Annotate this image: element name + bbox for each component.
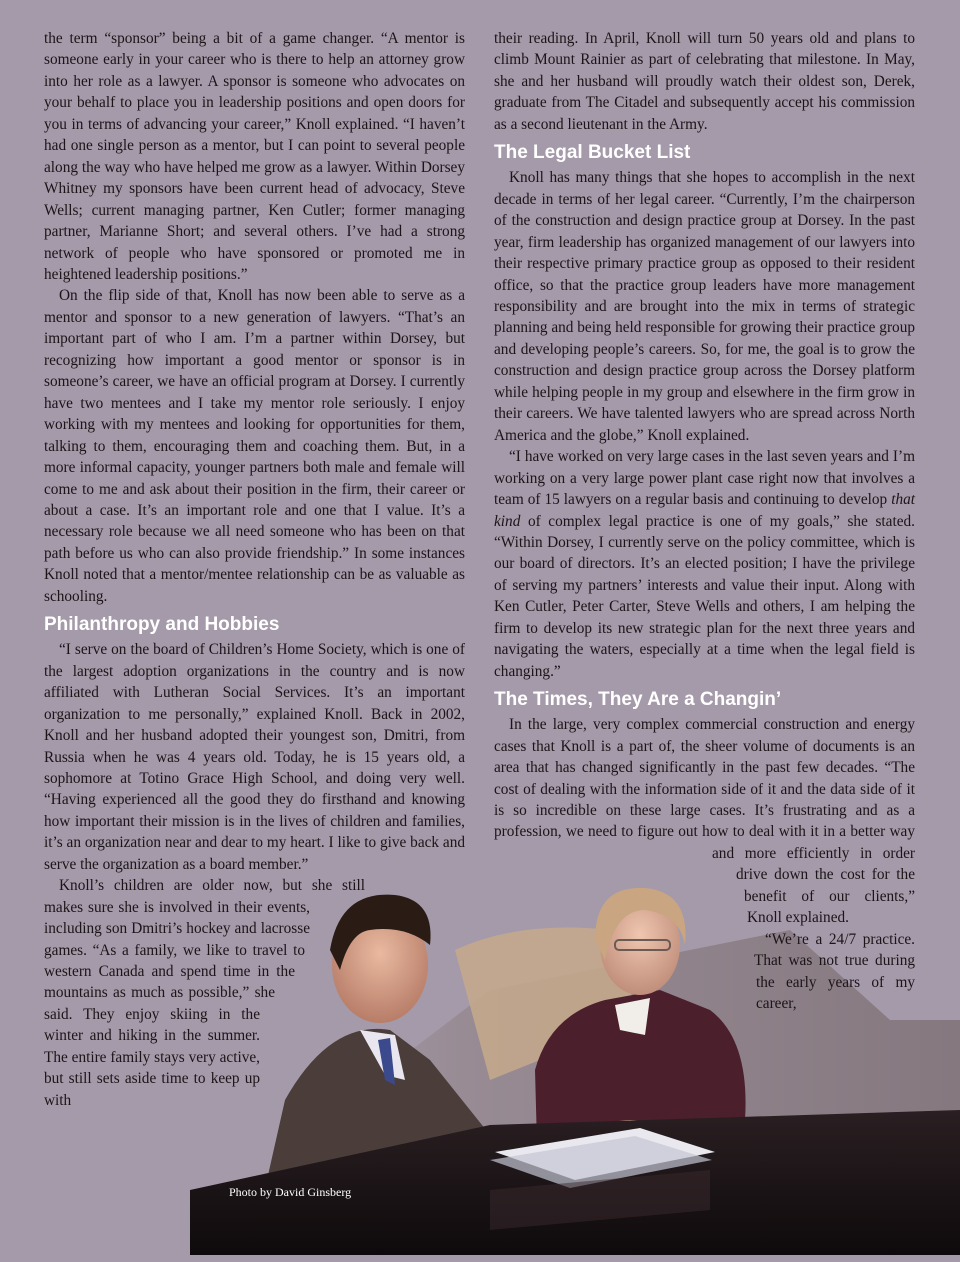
paragraph: On the flip side of that, Knoll has now been able to serve as a mentor and sponsor to a new generation of lawyers. “That’s an important part of who I am. I’m a partner within Dorsey, but recognizing how important a good mentor or sponsor is in someone’s career, we have an official program at Dorsey. I currently have two mentees and I take my mentor role seriously. I enjoy working with my mentees and looking for opportunities for them, talking to them, encouraging them and coaching them. But, in a more informal capacity, younger partners both male and female will come to me and ask about their position in the firm, their career or about a case. It’s an important role and one that I value. It’s a necessary role because we all need someone who has been on that path before us who can also provide friendship.” In some instances Knoll noted that a mentor/mentee relationship can be as valuable as schooling. xyxy=(44,287,465,605)
wrap-shim xyxy=(494,1098,769,1158)
wrap-shim xyxy=(245,1116,465,1137)
photo-credit: Photo by David Ginsberg xyxy=(229,1185,352,1199)
paragraph-text: “I serve on the board of Children’s Home Society, which is one of the largest adoption organizations in the country and is now affiliated with Lutheran Social Services. It’s an important organization to me personally,” explained Knoll. Back in 2002, Knoll and her husband adopted their youngest son, Dmitri, from Russia when he was 4 years old. Today, he is 15 years old, a sophomore at Totino Grace High School, and doing very well. “Having experienced all the good they do firsthand and knowing how important their mission is in the lives of children and families, it’s an organization near and dear to my heart. I like to give back and serve the organization as a board member.” xyxy=(44,641,465,873)
wrap-shim xyxy=(494,1076,766,1097)
wrap-shim xyxy=(230,1159,465,1180)
emphasis-text: that kind xyxy=(494,491,915,530)
right-column xyxy=(494,28,915,1158)
wrap-shim xyxy=(494,969,754,990)
paragraph-text: “I have worked on very large cases in the last seven years and I’m working on a very large power plant case right now that involves a team of 15 lawyers on a regular basis and continuing to develop xyxy=(494,448,915,509)
wrap-shim xyxy=(494,883,736,904)
paragraph: their reading. In April, Knoll will turn 50 years old and plans to climb Mount Rainier as part of celebrating that milestone. In May, she and her husband will proudly watch their oldest son, Derek, graduate from The Citadel and subsequently accept his commission as a second lieutenant in the Army. xyxy=(494,30,915,133)
paragraph xyxy=(494,446,915,682)
paragraph-text: “We’re a 24/7 practice. That was not true during the early years of my career, xyxy=(754,930,915,1013)
section-heading: The Times, They Are a Changin’ xyxy=(494,689,782,711)
paragraph-text: Knoll’s children are older now, but she still makes sure she is involved in their events, including son Dmitri’s hockey and lacrosse games. “As a family, we like to travel to western Canada and spend time in the mountains as much as possible,” she said. They enjoy skiing in the winter and hiking in the summer. The entire family stays very active, but still sets aside time to keep up with xyxy=(44,877,365,1109)
section-heading: Philanthropy and Hobbies xyxy=(44,614,280,636)
wrap-shim xyxy=(494,948,750,969)
paragraph xyxy=(44,639,465,875)
wrap-shim xyxy=(494,1034,762,1055)
wrap-shim xyxy=(494,1055,765,1076)
wrap-shim xyxy=(494,991,756,1012)
wrap-shim xyxy=(494,862,712,883)
section-heading: The Legal Bucket List xyxy=(494,142,691,164)
paragraph-text: In the large, very complex commercial construction and energy cases that Knoll is a part of, the sheer volume of documents is an area that has changed significantly in the past few decades. “The cost of dealing with the information side of it and the data side of it is so incredible on these large cases. It’s frustrating and as a profession, we need to figure out how to deal with it in a better way and more efficiently in order drive down the cost for the benefit of our clients,” Knoll explained. xyxy=(494,716,915,927)
wrap-shim xyxy=(494,1012,756,1033)
wrap-shim xyxy=(225,1202,465,1262)
wrap-shim xyxy=(494,905,744,926)
paragraph xyxy=(44,875,465,1111)
paragraph: the term “sponsor” being a bit of a game changer. “A mentor is someone early in your career who is there to help an attorney grow into her role as a lawyer. A sponsor is someone who advocates on your behalf to place you in leadership positions and open doors for you in terms of advancing your career,” Knoll explained. “I haven’t had one single person as a mentor, but I can point to several people along the way who have helped me grow as a lawyer. Within Dorsey Whitney my sponsors have been current head of advocacy, Steve Wells; current managing partner, Ken Cutler; former managing partner, Marianne Short; and several others. I’ve had a strong network of people who have sponsored or promoted me in heightened leadership positions.” xyxy=(44,30,465,283)
left-column xyxy=(44,28,465,1262)
paragraph: Knoll has many things that she hopes to accomplish in the next decade in terms of her legal career. “Currently, I’m the chairperson of the construction and design practice group at Dorsey. In the past year, firm leadership has organized management of our lawyers into their respective primary practice group as opposed to their resident office, so that the practice group leaders have more management responsibility and are brought into the mix in terms of strategic planning and being held responsible for growing their practice group and developing people’s careers. So, for me, the goal is to grow the construction and design practice group across the Dorsey platform while helping people in my group and elsewhere in the firm grow in their careers. We have talented lawyers who are spread across North America and the globe,” Knoll explained. xyxy=(494,169,915,444)
wrap-shim xyxy=(494,926,747,947)
wrap-shim xyxy=(235,1137,465,1158)
paragraph-text: of complex legal practice is one of my goals,” she stated. “Within Dorsey, I currently serve on the policy committee, which is our board of directors. It’s an elected position; I have the privilege of serving my partners’ interests and value their input. Along with Ken Cutler, Peter Carter, Steve Wells and others, I am helping the firm to develop its new strategic plan for the next three years and navigating the waters, especially at a time when the legal field is changing.” xyxy=(494,512,915,680)
